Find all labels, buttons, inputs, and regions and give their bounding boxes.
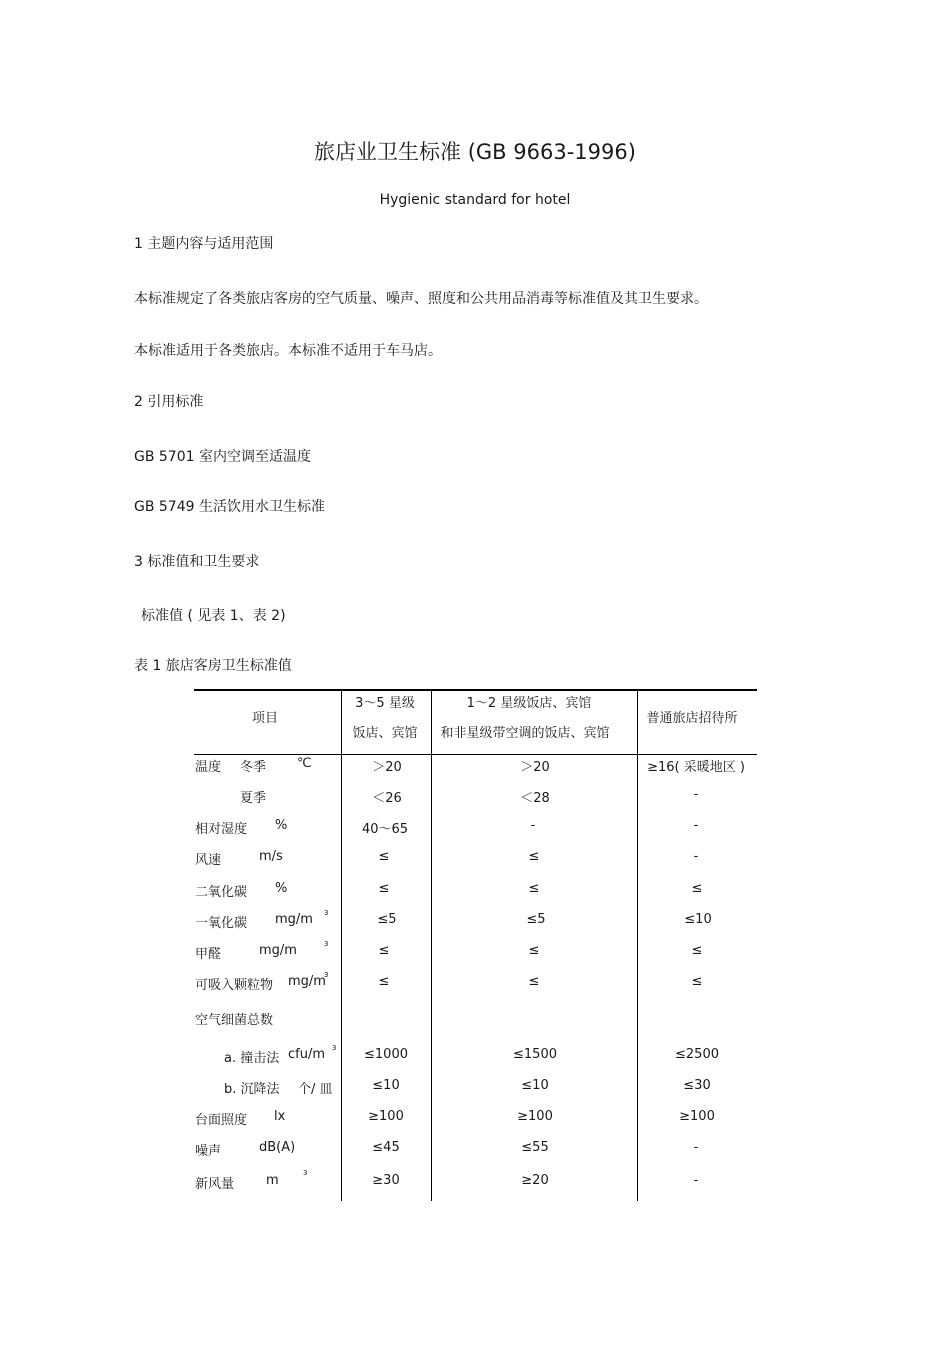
row-name: 可吸入颗粒物 [195,978,274,993]
row-col3-value: ≤2500 [675,1047,719,1062]
header-col1-line1: 3～5 星级 [355,696,415,711]
row-col3-value: - [693,787,699,802]
row-col2-value: ≤ [528,943,540,958]
row-col3-value: ≥16( 采暖地区 ) [647,760,745,775]
row-col2-value: ≤10 [521,1078,549,1093]
row-col1-value: ≤ [378,974,390,989]
column-divider-3 [637,689,638,1201]
row-col2-value: ≤5 [526,912,546,927]
standard-values-note: 标准值 ( 见表 1、表 2) [141,608,286,624]
row-col3-value: ≤ [691,974,703,989]
row-subitem: a. 撞击法 [224,1051,280,1066]
row-col1-value: ≤45 [372,1140,400,1155]
column-divider-2 [431,689,432,1201]
row-name: 台面照度 [195,1113,248,1128]
row-col1-value: ≤ [378,881,390,896]
header-col1-line2: 饭店、宾馆 [352,726,418,741]
table-caption: 表 1 旅店客房卫生标准值 [134,658,292,674]
row-unit: % [275,881,288,896]
row-name: 二氧化碳 [195,885,248,900]
row-unit-superscript: 3 [324,971,329,979]
row-unit: m [266,1173,279,1188]
row-unit-superscript: 3 [324,909,329,917]
row-unit-superscript: 3 [332,1044,337,1052]
row-col3-value: ≤10 [684,912,712,927]
row-col3-value: ≥100 [679,1109,715,1124]
row-col2-value: ≥100 [517,1109,553,1124]
row-name: 新风量 [195,1177,235,1192]
header-col3: 普通旅店招待所 [646,711,738,726]
document-title: 旅店业卫生标准 (GB 9663-1996) [314,140,636,164]
row-col1-value: ≤10 [372,1078,400,1093]
column-divider-1 [341,689,342,1201]
row-subitem: b. 沉降法 [224,1082,280,1097]
row-name: 一氧化碳 [195,916,248,931]
scope-paragraph: 本标准规定了各类旅店客房的空气质量、噪声、照度和公共用品消毒等标准值及其卫生要求。 [134,291,708,307]
section-3-heading: 3 标准值和卫生要求 [134,554,260,570]
row-col3-value: ≤30 [683,1078,711,1093]
document-subtitle: Hygienic standard for hotel [379,192,571,208]
row-subitem: 冬季 [240,760,267,775]
row-col2-value: - [530,818,536,833]
section-1-heading: 1 主题内容与适用范围 [134,236,274,252]
reference-gb5701: GB 5701 室内空调至适温度 [134,449,311,465]
table-top-rule [194,689,757,691]
row-unit: mg/m [275,912,313,927]
hotel-room-hygiene-table [194,689,757,1201]
row-col3-value: - [693,849,699,864]
row-col1-value: ≤ [378,943,390,958]
applicability-paragraph: 本标准适用于各类旅店。本标准不适用于车马店。 [134,343,442,359]
row-col1-value: ≤1000 [364,1047,408,1062]
row-name: 相对湿度 [195,822,248,837]
row-unit: % [275,818,288,833]
header-col2-line2: 和非星级带空调的饭店、宾馆 [440,726,610,741]
row-col1-value: ≥30 [372,1173,400,1188]
row-col2-value: ＜28 [520,791,550,806]
row-unit: 个/ 皿 [298,1082,333,1097]
row-unit: m/s [259,849,283,864]
row-unit: cfu/m [288,1047,326,1062]
row-unit: dB(A) [259,1140,296,1155]
row-unit: ℃ [297,756,312,771]
row-col2-value: ≤ [528,974,540,989]
row-col3-value: - [693,1173,699,1188]
row-subitem: 夏季 [240,791,267,806]
header-item: 项目 [251,711,279,726]
row-col2-value: ≤1500 [513,1047,557,1062]
row-name: 噪声 [195,1144,222,1159]
row-col2-value: ≤ [528,881,540,896]
row-unit: lx [274,1109,286,1124]
table-header-rule [194,754,757,755]
row-col1-value: 40～65 [361,822,409,837]
row-name: 空气细菌总数 [195,1013,274,1028]
row-col1-value: ≥100 [368,1109,404,1124]
row-col3-value: ≤ [691,881,703,896]
row-col2-value: ≥20 [521,1173,549,1188]
row-col3-value: ≤ [691,943,703,958]
row-unit: mg/m [288,974,326,989]
row-col1-value: ＜26 [372,791,402,806]
row-unit-superscript: 3 [324,940,329,948]
row-unit-superscript: 3 [303,1169,308,1177]
reference-gb5749: GB 5749 生活饮用水卫生标准 [134,499,325,515]
row-name: 温度 [195,760,222,775]
header-col2-line1: 1～2 星级饭店、宾馆 [466,696,592,711]
row-name: 甲醛 [195,947,222,962]
section-2-heading: 2 引用标准 [134,394,204,410]
row-col2-value: ≤55 [521,1140,549,1155]
row-unit: mg/m [259,943,297,958]
row-name: 风速 [195,853,222,868]
row-col3-value: - [693,1140,699,1155]
row-col1-value: ≤5 [377,912,397,927]
row-col2-value: ≤ [528,849,540,864]
row-col1-value: ＞20 [372,760,402,775]
row-col1-value: ≤ [378,849,390,864]
row-col2-value: ＞20 [520,760,550,775]
row-col3-value: - [693,818,699,833]
